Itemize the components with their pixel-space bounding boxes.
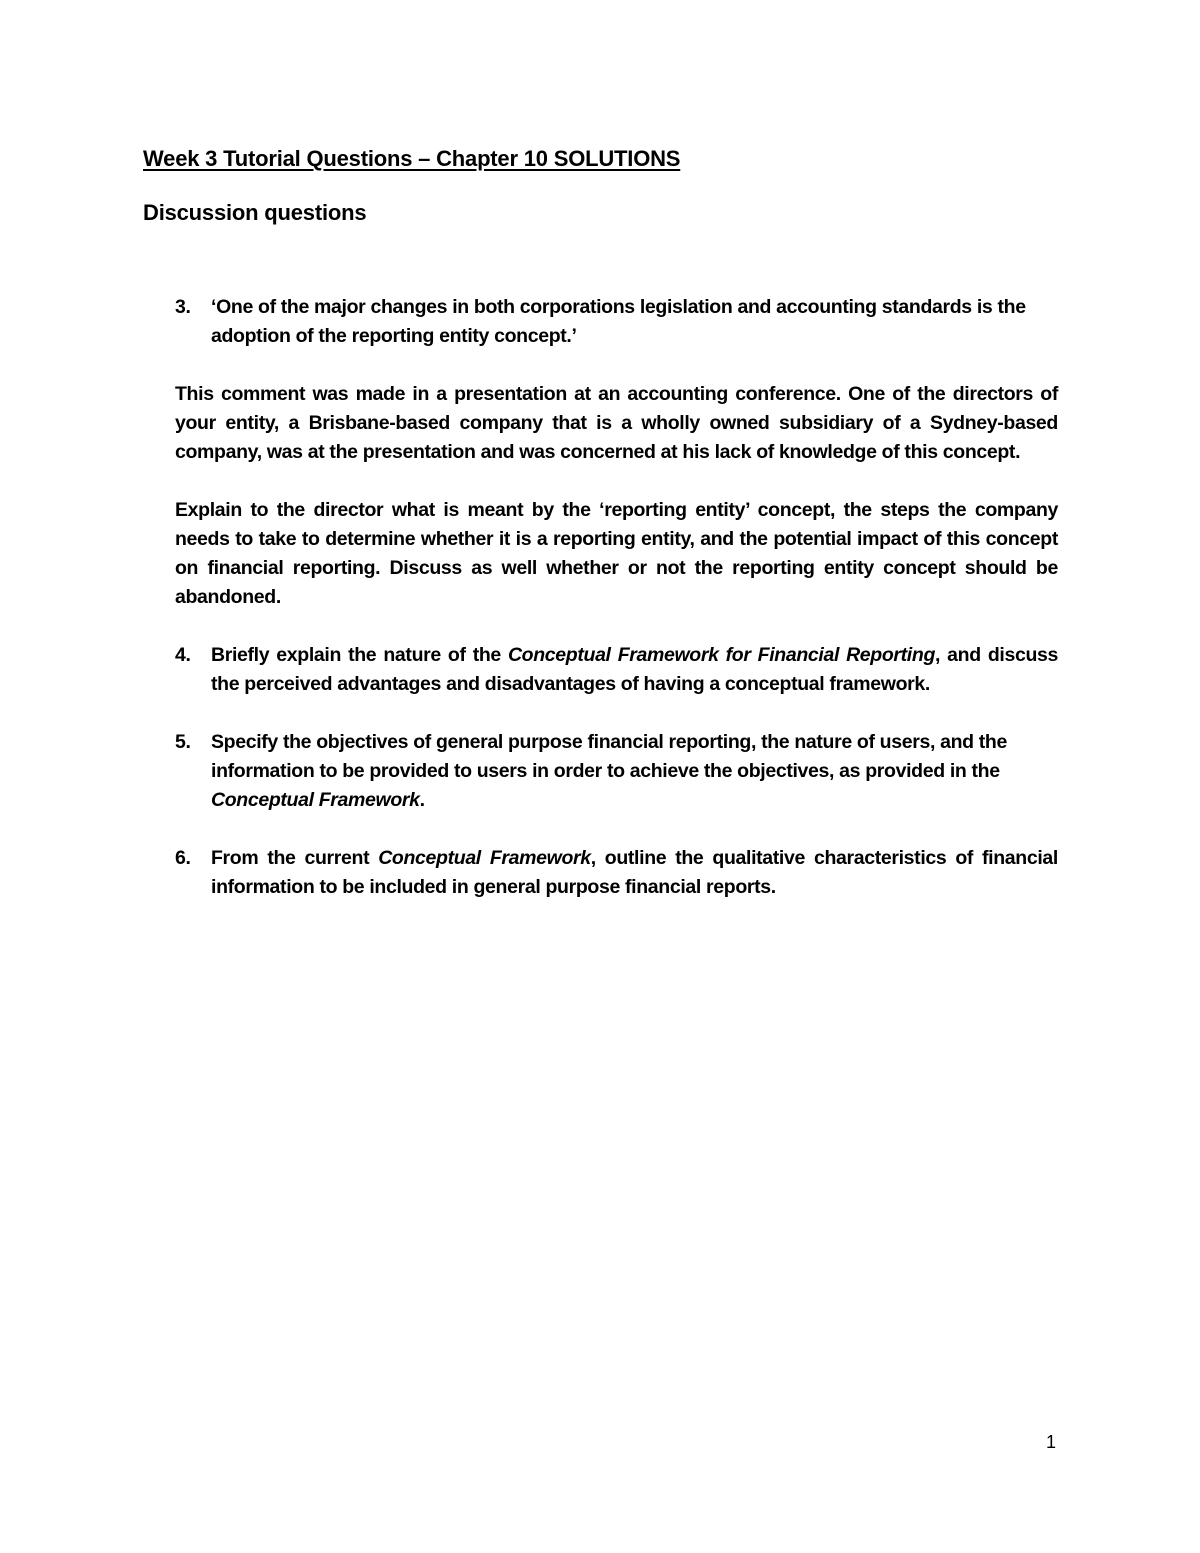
question-6 [175, 844, 1058, 902]
question-text-italic: Conceptual Framework for Financial Reporting [507, 644, 936, 666]
question-text-post: , and discuss the perceived advantages and disadvantages of having a conceptual framework. [211, 644, 1058, 695]
question-5 [175, 728, 1058, 815]
question-text-italic: Conceptual Framework [378, 847, 591, 869]
page-number: 1 [1046, 1432, 1057, 1452]
question-number: 5. [175, 731, 191, 753]
question-text-post: . [419, 789, 425, 811]
question-text-pre: From the current [211, 847, 379, 869]
question-number: 6. [175, 847, 191, 869]
question-3 [175, 293, 1058, 351]
question-text-pre: Specify the objectives of general purpose financial reporting, the nature of users, and the information to be provided to users in order to achieve the objectives, as provided in the [211, 731, 1007, 782]
paragraph-context: This comment was made in a presentation at an accounting conference. One of the directors of your entity, a Brisbane-based company that is a wholly owned subsidiary of a Sydney-based company, was at the presentation and was concerned at his lack of knowledge of this concept. [175, 383, 1058, 463]
question-number: 3. [175, 296, 191, 318]
section-heading: Discussion questions [143, 200, 367, 225]
question-text-post: , outline the qualitative characteristics of financial information to be included in general purpose financial reports. [211, 847, 1058, 898]
document-body [175, 293, 1058, 902]
question-4 [175, 641, 1058, 699]
question-text: ‘One of the major changes in both corporations legislation and accounting standards is the adoption of the reporting entity concept.’ [211, 296, 1026, 347]
question-number: 4. [175, 644, 191, 666]
document-title: Week 3 Tutorial Questions – Chapter 10 SOLUTIONS [143, 146, 681, 171]
question-text-pre: Briefly explain the nature of the [211, 644, 508, 666]
paragraph-instruction: Explain to the director what is meant by the ‘reporting entity’ concept, the steps the company needs to take to determine whether it is a reporting entity, and the potential impact of this concept on financial reporting. Discuss as well whether or not the reporting entity concept should be abandoned. [175, 499, 1058, 608]
question-text-italic: Conceptual Framework [211, 789, 420, 811]
